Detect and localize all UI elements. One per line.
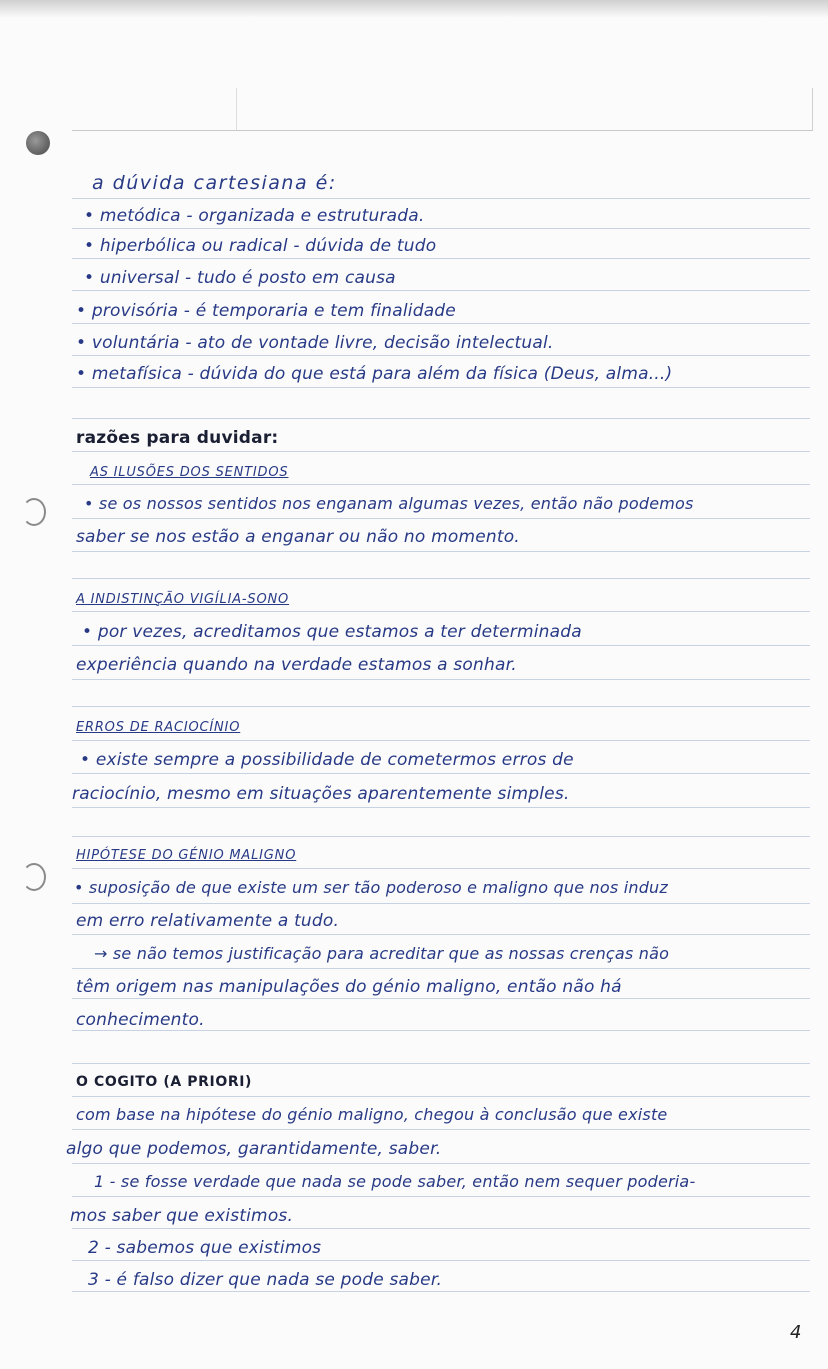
subsection-heading: ERROS DE RACIOCÍNIO xyxy=(76,720,241,735)
ruled-line xyxy=(72,934,810,935)
ruled-line xyxy=(72,807,810,808)
ruled-line xyxy=(72,518,810,519)
ruled-line xyxy=(72,1291,810,1292)
ruled-line xyxy=(72,578,810,579)
ruled-line xyxy=(72,355,810,356)
text-line: com base na hipótese do génio maligno, chegou à conclusão que existe xyxy=(76,1105,668,1124)
ruled-line xyxy=(72,1260,810,1261)
ruled-line xyxy=(72,903,810,904)
text-line: • se os nossos sentidos nos enganam algumas vezes, então não podemos xyxy=(84,494,694,513)
ruled-line xyxy=(72,773,810,774)
header-margin-box xyxy=(72,88,813,131)
ruled-line xyxy=(72,228,810,229)
ruled-line xyxy=(72,258,810,259)
page-number: 4 xyxy=(790,1322,802,1343)
binder-hole-1 xyxy=(26,131,50,155)
list-item: • metódica - organizada e estruturada. xyxy=(84,206,425,226)
binder-hole-2 xyxy=(22,498,46,526)
text-line: 1 - se fosse verdade que nada se pode saber, então nem sequer poderia- xyxy=(94,1172,696,1191)
text-line: • existe sempre a possibilidade de cometermos erros de xyxy=(80,750,574,770)
ruled-line xyxy=(72,1163,810,1164)
ruled-line xyxy=(72,1096,810,1097)
page-top-shadow xyxy=(0,0,828,18)
ruled-line xyxy=(72,1129,810,1130)
ruled-line xyxy=(72,484,810,485)
list-item: • hiperbólica ou radical - dúvida de tudo xyxy=(84,236,437,256)
ruled-line xyxy=(72,968,810,969)
ruled-line xyxy=(72,868,810,869)
text-line: saber se nos estão a enganar ou não no momento. xyxy=(76,527,520,547)
ruled-line xyxy=(72,290,810,291)
ruled-line xyxy=(72,740,810,741)
ruled-line xyxy=(72,1228,810,1229)
text-line: algo que podemos, garantidamente, saber. xyxy=(66,1139,442,1159)
text-line: • suposição de que existe um ser tão poderoso e maligno que nos induz xyxy=(74,878,668,897)
text-line: 3 - é falso dizer que nada se pode saber. xyxy=(88,1270,443,1290)
list-item: • universal - tudo é posto em causa xyxy=(84,268,396,288)
section-title: a dúvida cartesiana é: xyxy=(92,172,337,194)
ruled-line xyxy=(72,1196,810,1197)
ruled-line xyxy=(72,611,810,612)
text-line: → se não temos justificação para acreditar que as nossas crenças não xyxy=(94,944,670,963)
subsection-heading: A INDISTINÇÃO VIGÍLIA-SONO xyxy=(76,592,290,607)
text-line: mos saber que existimos. xyxy=(70,1206,294,1226)
text-line: experiência quando na verdade estamos a sonhar. xyxy=(76,655,517,675)
ruled-line xyxy=(72,387,810,388)
binder-hole-3 xyxy=(22,863,46,891)
text-line: têm origem nas manipulações do génio maligno, então não há xyxy=(76,977,622,997)
ruled-line xyxy=(72,418,810,419)
list-item: • metafísica - dúvida do que está para além da física (Deus, alma...) xyxy=(76,364,673,384)
ruled-line xyxy=(72,1030,810,1031)
ruled-line xyxy=(72,679,810,680)
subsection-heading: HIPÓTESE DO GÉNIO MALIGNO xyxy=(76,848,297,863)
ruled-line xyxy=(72,451,810,452)
ruled-line xyxy=(72,998,810,999)
section-title: O COGITO (A PRIORI) xyxy=(76,1074,253,1090)
text-line: conhecimento. xyxy=(76,1010,205,1030)
ruled-line xyxy=(72,645,810,646)
ruled-line xyxy=(72,706,810,707)
text-line: • por vezes, acreditamos que estamos a ter determinada xyxy=(82,622,582,642)
ruled-line xyxy=(72,1063,810,1064)
list-item: • voluntária - ato de vontade livre, decisão intelectual. xyxy=(76,333,554,353)
list-item: • provisória - é temporaria e tem finalidade xyxy=(76,301,456,321)
text-line: raciocínio, mesmo em situações aparentemente simples. xyxy=(72,784,570,804)
text-line: 2 - sabemos que existimos xyxy=(88,1238,322,1258)
ruled-line xyxy=(72,323,810,324)
text-line: em erro relativamente a tudo. xyxy=(76,911,340,931)
ruled-line xyxy=(72,551,810,552)
ruled-line xyxy=(72,198,810,199)
subsection-heading: AS ILUSÕES DOS SENTIDOS xyxy=(90,465,289,480)
section-title: razões para duvidar: xyxy=(76,428,279,448)
ruled-line xyxy=(72,836,810,837)
